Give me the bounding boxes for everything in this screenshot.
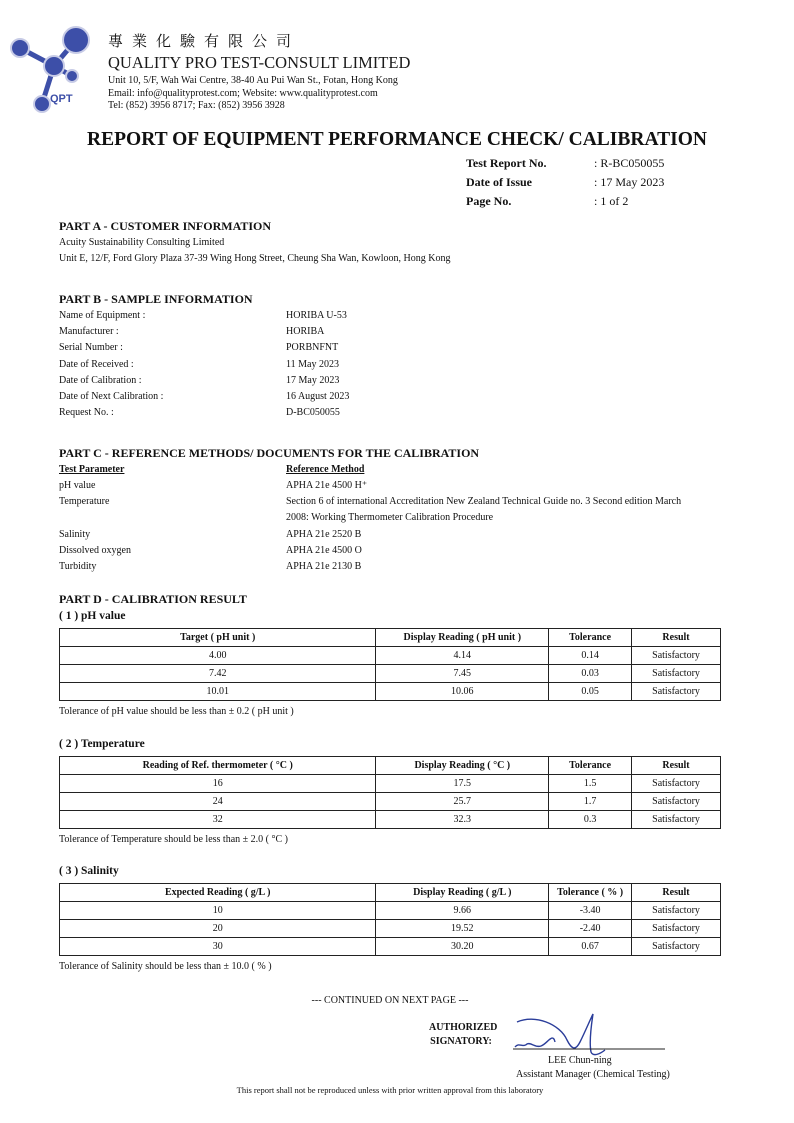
test-parameter: Dissolved oxygen [59, 544, 131, 556]
table-row [60, 902, 721, 920]
table-row [60, 793, 721, 811]
sample-info-value: PORBNFNT [286, 342, 339, 354]
report-info-label: Test Report No. [466, 156, 547, 170]
result-section-title: ( 3 ) Salinity [59, 865, 119, 877]
column-header: Target ( pH unit ) [60, 629, 376, 647]
calibration-result-table [59, 883, 721, 956]
column-header: Display Reading ( pH unit ) [376, 629, 549, 647]
signatory-position: Assistant Manager (Chemical Testing) [516, 1069, 670, 1080]
table-header-row [60, 757, 721, 775]
table-cell: 4.14 [376, 647, 549, 665]
table-row [60, 920, 721, 938]
table-cell: Satisfactory [632, 811, 721, 829]
authorized-label: AUTHORIZED [429, 1022, 498, 1033]
table-cell: 32 [60, 811, 376, 829]
table-cell: 19.52 [376, 920, 549, 938]
signatory-label: SIGNATORY: [430, 1036, 492, 1047]
table-cell: 10.06 [376, 683, 549, 701]
column-header: Display Reading ( g/L ) [376, 884, 549, 902]
table-cell: 0.3 [549, 811, 632, 829]
logo [4, 24, 94, 114]
table-cell: Satisfactory [632, 775, 721, 793]
reference-method: APHA 21e 2520 B [286, 528, 362, 540]
column-header: Display Reading ( °C ) [376, 757, 549, 775]
company-name: QUALITY PRO TEST-CONSULT LIMITED [108, 53, 411, 72]
reference-method: APHA 21e 2130 B [286, 561, 362, 572]
company-contact: Email: info@qualityprotest.com; Website: www.qualityprotest.com [108, 88, 378, 99]
sample-info-value: HORIBA [286, 326, 325, 338]
column-header: Tolerance [549, 757, 632, 775]
table-cell: 30 [60, 938, 376, 956]
table-cell: 7.42 [60, 665, 376, 683]
column-header: Reading of Ref. thermometer ( °C ) [60, 757, 376, 775]
calibration-result-table [59, 756, 721, 829]
report-info-label: Date of Issue [466, 175, 532, 189]
column-header: Result [632, 757, 721, 775]
company-phone: Tel: (852) 3956 8717; Fax: (852) 3956 3928 [108, 100, 285, 111]
part-a-heading: PART A - CUSTOMER INFORMATION [59, 219, 272, 233]
calibration-result-table [59, 628, 721, 701]
table-cell: 16 [60, 775, 376, 793]
result-section-title: ( 1 ) pH value [59, 610, 126, 622]
table-header-row [60, 629, 721, 647]
test-parameter-header: Test Parameter [59, 464, 125, 475]
table-cell: Satisfactory [632, 938, 721, 956]
customer-info-line: Unit E, 12/F, Ford Glory Plaza 37-39 Wing Hong Street, Cheung Sha Wan, Kowloon, Hong Kong [59, 253, 451, 264]
table-header-row [60, 884, 721, 902]
table-cell: 0.67 [549, 938, 632, 956]
table-cell: Satisfactory [632, 902, 721, 920]
footer-disclaimer: This report shall not be reproduced unless with prior written approval from this laboratory [236, 1085, 544, 1095]
table-cell: 4.00 [60, 647, 376, 665]
report-info-value: : R-BC050055 [594, 156, 665, 170]
column-header: Tolerance [549, 629, 632, 647]
sample-info-value: D-BC050055 [286, 407, 340, 419]
sample-info-label: Name of Equipment : [59, 310, 146, 321]
company-address: Unit 10, 5/F, Wah Wai Centre, 38-40 Au Pui Wan St., Fotan, Hong Kong [108, 75, 398, 86]
table-cell: 0.05 [549, 683, 632, 701]
table-cell: 30.20 [376, 938, 549, 956]
sample-info-label: Manufacturer : [59, 326, 119, 338]
company-name-chinese: 專業化驗有限公司 [108, 34, 301, 50]
test-parameter: Turbidity [59, 561, 97, 572]
table-cell: 32.3 [376, 811, 549, 829]
table-cell: 10.01 [60, 683, 376, 701]
continued-notice: --- CONTINUED ON NEXT PAGE --- [311, 995, 469, 1006]
table-cell: 1.7 [549, 793, 632, 811]
table-row [60, 775, 721, 793]
table-row [60, 665, 721, 683]
reference-method: 2008: Working Thermometer Calibration Procedure [286, 512, 494, 524]
signatory-name: LEE Chun-ning [548, 1055, 612, 1066]
column-header: Tolerance ( % ) [549, 884, 632, 902]
svg-text:QPT: QPT [50, 93, 73, 105]
sample-info-value: 17 May 2023 [286, 374, 340, 386]
table-cell: -3.40 [549, 902, 632, 920]
table-cell: Satisfactory [632, 793, 721, 811]
sample-info-label: Date of Next Calibration : [59, 391, 164, 402]
reference-method: APHA 21e 4500 H⁺ [286, 480, 368, 491]
result-section-title: ( 2 ) Temperature [59, 738, 145, 750]
column-header: Result [632, 884, 721, 902]
test-parameter: pH value [59, 480, 96, 491]
report-title: REPORT OF EQUIPMENT PERFORMANCE CHECK/ CALIBRATION [87, 129, 707, 150]
tolerance-note: Tolerance of Salinity should be less than ± 10.0 ( % ) [59, 961, 272, 972]
sample-info-label: Serial Number : [59, 342, 123, 354]
table-cell: 25.7 [376, 793, 549, 811]
column-header: Expected Reading ( g/L ) [60, 884, 376, 902]
reference-method: APHA 21e 4500 O [286, 544, 362, 556]
sample-info-value: 16 August 2023 [286, 391, 350, 402]
table-cell: -2.40 [549, 920, 632, 938]
table-cell: 9.66 [376, 902, 549, 920]
table-row [60, 647, 721, 665]
customer-info-line: Acuity Sustainability Consulting Limited [59, 237, 225, 248]
part-c-heading: PART C - REFERENCE METHODS/ DOCUMENTS FOR THE CALIBRATION [59, 446, 480, 460]
sample-info-label: Request No. : [59, 407, 114, 419]
table-cell: 0.14 [549, 647, 632, 665]
sample-info-label: Date of Received : [59, 358, 134, 370]
table-cell: Satisfactory [632, 647, 721, 665]
table-row [60, 938, 721, 956]
table-cell: 20 [60, 920, 376, 938]
tolerance-note: Tolerance of pH value should be less than ± 0.2 ( pH unit ) [59, 706, 294, 717]
test-parameter: Salinity [59, 528, 91, 540]
report-info-label: Page No. [466, 194, 512, 208]
reference-method: Section 6 of international Accreditation New Zealand Technical Guide no. 3 Second edition March [286, 496, 682, 508]
test-parameter: Temperature [59, 496, 110, 508]
table-cell: 7.45 [376, 665, 549, 683]
part-b-heading: PART B - SAMPLE INFORMATION [59, 292, 253, 306]
part-d-heading: PART D - CALIBRATION RESULT [59, 592, 247, 606]
table-cell: Satisfactory [632, 683, 721, 701]
table-row [60, 811, 721, 829]
report-info-value: : 17 May 2023 [594, 175, 665, 189]
sample-info-label: Date of Calibration : [59, 374, 142, 386]
table-row [60, 683, 721, 701]
report-info-value: : 1 of 2 [594, 194, 629, 208]
sample-info-value: HORIBA U-53 [286, 310, 347, 321]
table-cell: 1.5 [549, 775, 632, 793]
sample-info-value: 11 May 2023 [286, 358, 339, 370]
reference-method-header: Reference Method [286, 464, 365, 475]
column-header: Result [632, 629, 721, 647]
table-cell: 0.03 [549, 665, 632, 683]
table-cell: 24 [60, 793, 376, 811]
table-cell: 17.5 [376, 775, 549, 793]
tolerance-note: Tolerance of Temperature should be less than ± 2.0 ( °C ) [59, 834, 288, 845]
table-cell: Satisfactory [632, 920, 721, 938]
table-cell: Satisfactory [632, 665, 721, 683]
table-cell: 10 [60, 902, 376, 920]
